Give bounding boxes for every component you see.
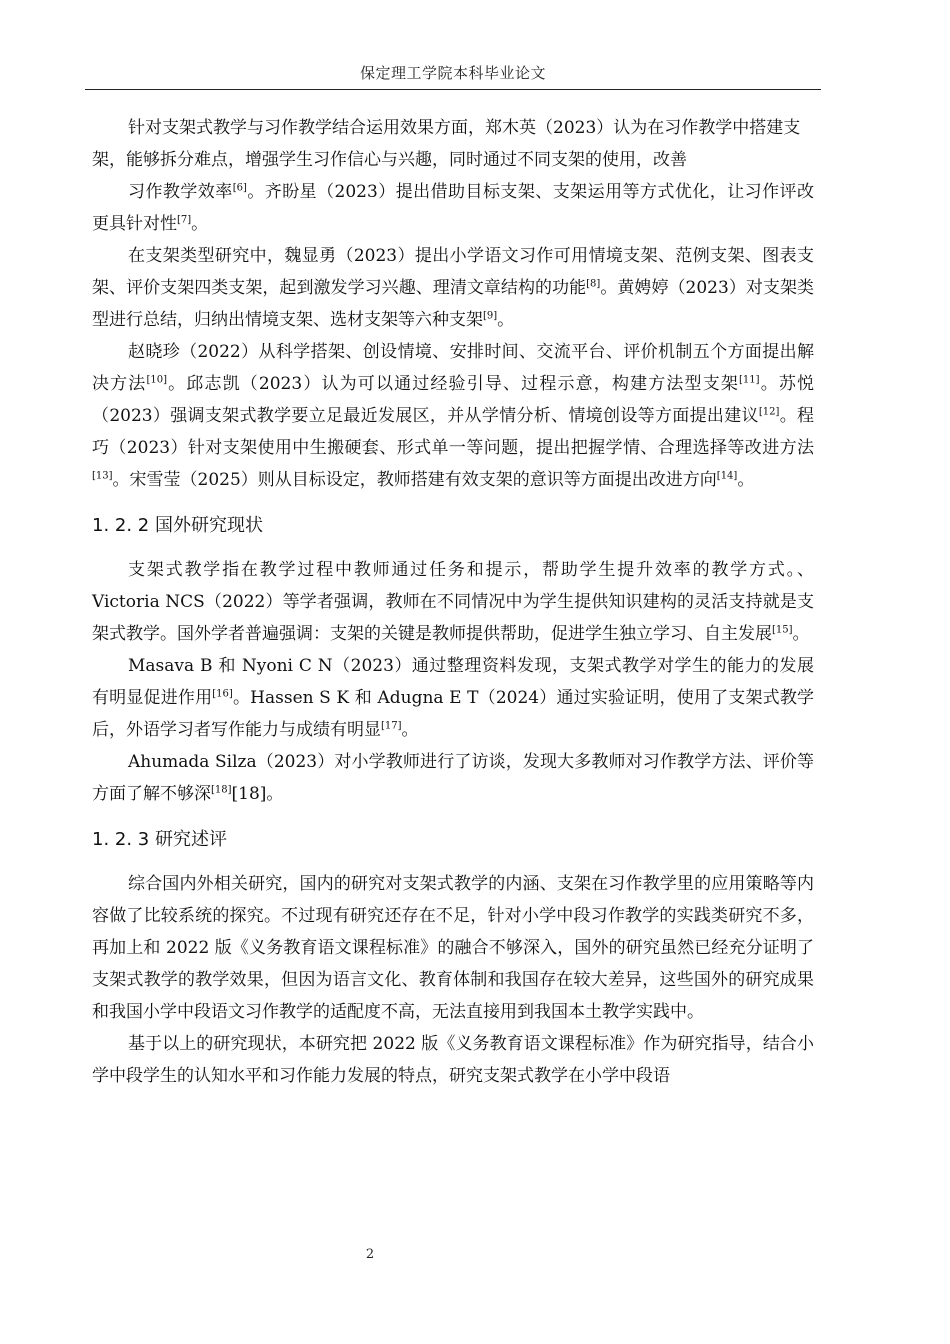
paragraph — [92, 112, 814, 176]
paragraph-text: 。Hassen S K 和 Adugna E T（2024）通过实验证明，使用了支架式教学后，外语学习者写作能力与成绩有明显 — [92, 688, 814, 740]
paragraph-text: 。 — [191, 214, 209, 234]
paragraph-text: Ahumada Silza（2023）对小学教师进行了访谈，发现大多教师对习作教学方法、评价等方面了解不够深 — [92, 752, 814, 804]
citation-ref: [17] — [381, 720, 402, 732]
citation-ref: [12] — [758, 406, 780, 418]
paragraph-text: 赵晓珍（2022）从科学搭架、创设情境、安排时间、交流平台、评价机制五个方面提出解决方法 — [92, 342, 814, 394]
paragraph: 基于以上的研究现状，本研究把 2022 版《义务教育语文课程标准》作为研究指导，结合小学中段学生的认知水平和习作能力发展的特点，研究支架式教学在小学中段语 — [92, 1034, 814, 1086]
paragraph-text: [18]。 — [231, 784, 284, 804]
paragraph-text: 。宋雪莹（2025）则从目标设定，教师搭建有效支架的意识等方面提出改进方向 — [112, 470, 717, 490]
citation-ref: [15] — [772, 624, 793, 636]
citation-ref: [16] — [212, 688, 233, 700]
paragraph-text: 。 — [737, 470, 755, 490]
paragraph-text: 。黄娉婷（2023）对支架类型进行总结，归纳出情境支架、选材支架等六种支架 — [92, 278, 815, 330]
citation-ref: [7] — [177, 214, 192, 226]
paragraph — [92, 240, 814, 336]
paragraph: 综合国内外相关研究，国内的研究对支架式教学的内涵、支架在习作教学里的应用策略等内容做了比较系统的探究。不过现有研究还存在不足，针对小学中段习作教学的实践类研究不多，再加上和 2022 版《义务教育语文课程标准》的融合不够深入，国外的研究虽然已经充分证明了支架式教学的教学效果，但因为语言文化、教育体制和我国存在较大差异，这些国外的研究成果和我国小学中段语文习作教学的适配度不高，无法直接用到我国本土教学实践中。 — [92, 874, 814, 1022]
paragraph-text: 针对支架式教学与习作教学结合运用效果方面，郑木英（2023）认为在习作教学中搭建支架，能够拆分难点，增强学生习作信心与兴趣，同时通过不同支架的使用，改善 — [92, 118, 801, 170]
citation-ref: [11] — [739, 374, 760, 386]
section-heading: 1. 2. 3 研究述评 — [92, 829, 227, 850]
page-number: 2 — [365, 1247, 375, 1262]
paragraph — [92, 336, 814, 496]
paragraph — [92, 746, 814, 810]
paragraph-text: 支架式教学指在教学过程中教师通过任务和提示，帮助学生提升效率的教学方式。、Victoria NCS（2022）等学者强调，教师在不同情况中为学生提供知识建构的灵活支持就是支架式教学。国外学者普遍强调：支架的关键是教师提供帮助，促进学生独立学习、自主发展 — [92, 560, 814, 644]
main-content — [92, 112, 814, 1092]
paragraph — [92, 650, 814, 746]
paragraph-text: 。 — [792, 624, 810, 644]
page-header: 保定理工学院本科毕业论文 — [359, 64, 546, 82]
paragraph-text: 。 — [497, 310, 515, 330]
paragraph-text: 在支架类型研究中，魏显勇（2023）提出小学语文习作可用情境支架、范例支架、图表支架、评价支架四类支架，起到激发学习兴趣、理清文章结构的功能 — [92, 246, 814, 298]
paragraph-text: 。齐盼星（2023）提出借助目标支架、支架运用等方式优化，让习作评改更具针对性 — [92, 182, 814, 234]
paragraph-text: 。邱志凯（2023）认为可以通过经验引导、过程示意，构建方法型支架 — [167, 374, 740, 394]
paragraph — [92, 554, 814, 650]
paragraph-text: 。苏悦（2023）强调支架式教学要立足最近发展区，并从学情分析、情境创设等方面提出建议 — [92, 374, 815, 426]
paragraph-text: 。 — [401, 720, 419, 740]
paragraph-text: 。程巧（2023）针对支架使用中生搬硬套、形式单一等问题，提出把握学情、合理选择等改进方法 — [92, 406, 815, 458]
paragraph — [92, 176, 814, 240]
paragraph-text: 习作教学效率 — [128, 182, 233, 202]
citation-ref: [8] — [586, 278, 601, 290]
citation-ref: [9] — [483, 310, 498, 322]
section-heading: 1. 2. 2 国外研究现状 — [92, 515, 263, 536]
header-divider — [85, 89, 821, 90]
citation-ref: [10] — [146, 374, 167, 386]
citation-ref: [18] — [211, 784, 232, 796]
citation-ref: [13] — [92, 470, 113, 482]
citation-ref: [6] — [232, 182, 247, 194]
citation-ref: [14] — [716, 470, 738, 482]
paragraph-text: Masava B 和 Nyoni C N（2023）通过整理资料发现，支架式教学对学生的能力的发展有明显促进作用 — [92, 656, 814, 708]
